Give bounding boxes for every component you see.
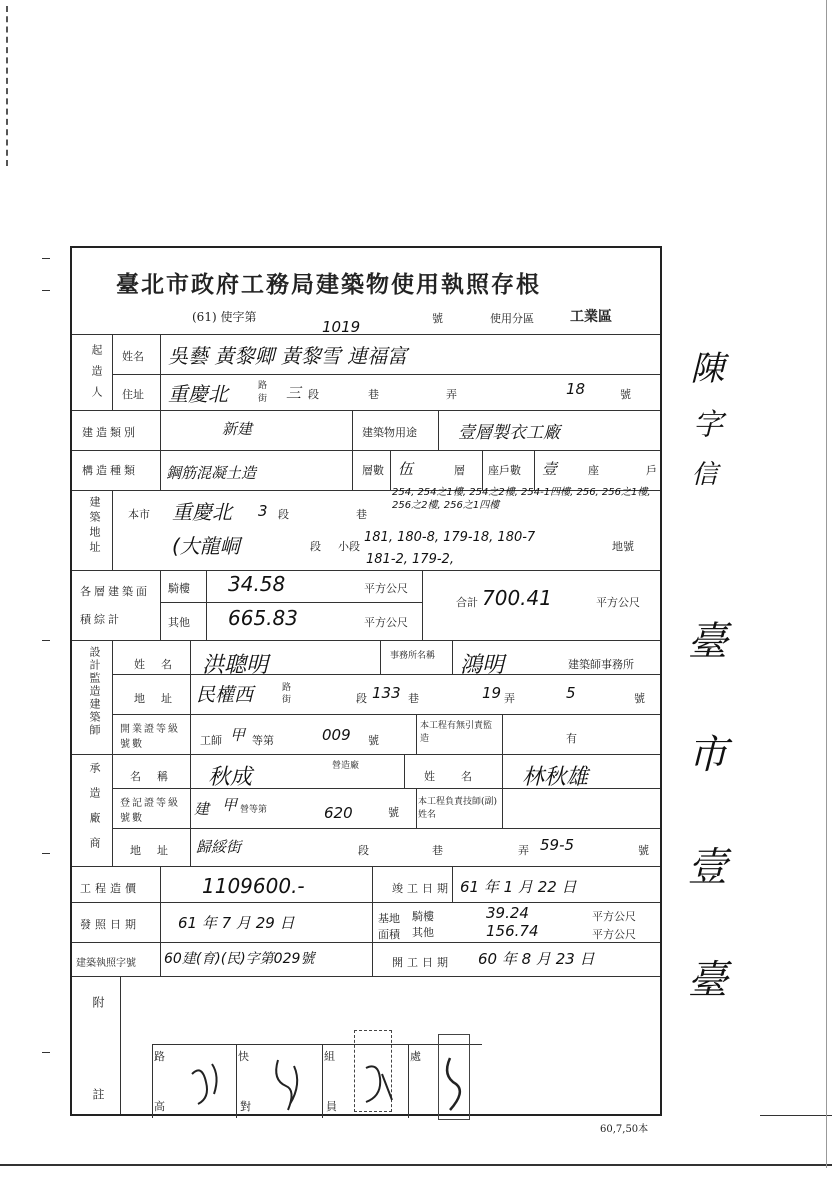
side-text: 臺 市 壹 臺 bbox=[681, 620, 727, 1029]
duan2-label: 段 bbox=[310, 540, 321, 553]
jie-label: 街 bbox=[258, 394, 268, 404]
reg-hao: 號 bbox=[388, 806, 399, 819]
license-mid: 等第 bbox=[252, 734, 274, 747]
area-label: 各層建築面積綜計 bbox=[80, 585, 150, 626]
license-grade: 甲 bbox=[230, 726, 246, 744]
xiang-label: 巷 bbox=[432, 844, 443, 857]
lu-label: 路 bbox=[282, 683, 292, 693]
total-label: 合計 bbox=[456, 596, 478, 609]
unit-label: 平方公尺 bbox=[596, 596, 640, 609]
contractor-person: 林秋雄 bbox=[522, 765, 589, 790]
zuo-label: 座 bbox=[588, 464, 599, 477]
area-other: 665.83 bbox=[228, 606, 298, 630]
site-lots-2: 181-2, 179-2, bbox=[366, 552, 454, 567]
builder-address: 重慶北 bbox=[168, 382, 228, 406]
approval-stamp: 處 bbox=[410, 1050, 421, 1063]
reg-number: 620 bbox=[324, 804, 353, 822]
supervise-label: 本工程有無引責監造 bbox=[420, 721, 493, 744]
row-divider bbox=[112, 374, 660, 375]
license-hao: 號 bbox=[368, 734, 379, 747]
done-value: 61 年 1 月 22 日 bbox=[460, 878, 577, 896]
col-divider bbox=[112, 640, 113, 754]
row-divider bbox=[112, 674, 660, 675]
office-suffix: 建築師事務所 bbox=[568, 658, 634, 671]
zone-value: 工業區 bbox=[570, 309, 612, 325]
col-divider bbox=[422, 570, 423, 640]
issue-label: 發照日期 bbox=[80, 918, 140, 931]
xiang-label: 巷 bbox=[408, 692, 419, 705]
row-divider bbox=[112, 714, 660, 715]
license-label: 開業證等級號數 bbox=[120, 724, 180, 750]
start-label: 開工日期 bbox=[392, 956, 452, 969]
buildings-label: 座戶數 bbox=[488, 464, 521, 477]
approval-road: 路 bbox=[154, 1050, 165, 1063]
permit-prefix: (61) 使字第 bbox=[192, 310, 257, 324]
hu-label: 戶 bbox=[646, 464, 657, 477]
base-other-label: 其他 bbox=[412, 926, 434, 939]
issue-value: 61 年 7 月 29 日 bbox=[178, 914, 295, 932]
col-divider bbox=[190, 754, 191, 866]
duan-label: 段 bbox=[356, 692, 367, 705]
duan-label: 段 bbox=[308, 388, 319, 401]
usage-value: 壹層製衣工廠 bbox=[458, 423, 560, 443]
margin-mark bbox=[42, 1052, 50, 1053]
contractor-name: 秋成 bbox=[208, 765, 253, 790]
structure-value: 鋼筋混凝土造 bbox=[166, 464, 257, 482]
lu-label: 路 bbox=[258, 381, 268, 391]
margin-mark bbox=[6, 6, 8, 166]
col-divider bbox=[452, 640, 453, 674]
col-divider bbox=[152, 1044, 153, 1118]
col-divider bbox=[502, 788, 503, 828]
col-divider bbox=[482, 450, 483, 490]
reg-label: 登記證等級號數 bbox=[120, 798, 180, 824]
ceng-label: 層 bbox=[454, 464, 465, 477]
site-duan: 3 bbox=[258, 502, 268, 520]
buildings-value: 壹 bbox=[542, 460, 558, 478]
name-label: 姓名 bbox=[122, 350, 144, 363]
side-text: 信 bbox=[687, 460, 717, 492]
col-divider bbox=[112, 334, 113, 410]
side-text: 字 bbox=[687, 408, 722, 444]
page-edge bbox=[0, 1164, 832, 1166]
margin-mark bbox=[42, 258, 50, 259]
city-label: 本市 bbox=[128, 508, 150, 521]
arcade-label: 騎樓 bbox=[168, 582, 190, 595]
col-divider bbox=[502, 714, 503, 754]
permit-value: 60建(育)(民)字第029號 bbox=[164, 951, 315, 967]
row-divider bbox=[72, 754, 660, 755]
col-divider bbox=[206, 570, 207, 640]
structure-label: 構造種類 bbox=[82, 464, 138, 477]
site-label: 建築地址 bbox=[88, 496, 101, 556]
print-code: 60,7,50本 bbox=[600, 1124, 649, 1135]
builder-label: 起造人 bbox=[90, 344, 103, 407]
row-divider bbox=[160, 602, 422, 603]
reg-grade: 甲 bbox=[222, 796, 238, 814]
unit-label: 平方公尺 bbox=[364, 616, 408, 629]
notes-label: 附註 bbox=[91, 996, 105, 1180]
permit-label: 建築執照字號 bbox=[76, 958, 136, 969]
area-arcade: 34.58 bbox=[228, 572, 286, 596]
hao-label: 號 bbox=[634, 692, 645, 705]
margin-mark bbox=[42, 853, 50, 854]
xiang-label: 巷 bbox=[356, 508, 367, 521]
col-divider bbox=[452, 866, 453, 902]
col-divider bbox=[438, 410, 439, 450]
margin-mark bbox=[42, 640, 50, 641]
col-divider bbox=[112, 490, 113, 570]
site-numbers: 254, 254之1樓, 254之2樓, 254-1四樓, 256, 256之1樓, 256之2樓, 256之1四樓 bbox=[392, 487, 651, 511]
other-label: 其他 bbox=[168, 616, 190, 629]
name-label: 名稱 bbox=[130, 770, 184, 783]
addr-label: 地址 bbox=[130, 844, 184, 857]
row-divider bbox=[72, 640, 660, 641]
row-divider bbox=[72, 976, 660, 977]
cost-label: 工程造價 bbox=[80, 882, 140, 895]
name-label: 姓名 bbox=[134, 658, 188, 671]
unit-label: 平方公尺 bbox=[592, 910, 636, 923]
margin-mark bbox=[760, 1115, 832, 1116]
col-divider bbox=[112, 754, 113, 866]
nong-label: 弄 bbox=[446, 388, 457, 401]
row-divider bbox=[152, 1044, 482, 1045]
company-label: 營造廠 bbox=[332, 761, 360, 771]
designer-label: 設計監造建築師 bbox=[88, 646, 101, 737]
designer-xiang: 19 bbox=[482, 684, 502, 702]
zone-label: 使用分區 bbox=[490, 312, 534, 325]
builder-duan: 三 bbox=[286, 384, 302, 402]
contractor-label: 承造廠商 bbox=[88, 762, 101, 862]
row-divider bbox=[72, 450, 660, 451]
addr-label: 住址 bbox=[122, 388, 144, 401]
row-divider bbox=[112, 788, 660, 789]
col-divider bbox=[120, 976, 121, 1114]
designer-duan: 133 bbox=[372, 684, 401, 702]
area-total: 700.41 bbox=[482, 586, 552, 610]
office-value: 鴻明 bbox=[460, 653, 505, 678]
col-divider bbox=[416, 714, 417, 754]
person-label: 姓名 bbox=[424, 770, 498, 783]
designer-number: 5 bbox=[566, 684, 576, 702]
col-divider bbox=[372, 866, 373, 976]
lot-suffix: 地號 bbox=[612, 540, 634, 553]
approval-group: 組 bbox=[324, 1050, 335, 1063]
col-divider bbox=[160, 570, 161, 640]
jie-label: 街 bbox=[282, 695, 292, 705]
license-prefix: 工師 bbox=[200, 734, 222, 747]
approval-member: 員 bbox=[326, 1100, 337, 1113]
col-divider bbox=[190, 640, 191, 754]
duan-label: 段 bbox=[358, 844, 369, 857]
col-divider bbox=[404, 754, 405, 788]
row-divider bbox=[112, 828, 660, 829]
nong-label: 弄 bbox=[518, 844, 529, 857]
license-number: 009 bbox=[322, 726, 351, 744]
unit-label: 平方公尺 bbox=[592, 928, 636, 941]
contractor-number: 59-5 bbox=[540, 836, 575, 854]
signature-marks bbox=[182, 1054, 482, 1114]
col-divider bbox=[390, 450, 391, 490]
col-divider bbox=[160, 334, 161, 410]
base-other: 156.74 bbox=[486, 922, 539, 940]
base-arcade-label: 騎樓 bbox=[412, 910, 434, 923]
col-divider bbox=[380, 640, 381, 674]
floors-value: 伍 bbox=[398, 460, 414, 478]
form-title: 臺北市政府工務局建築物使用執照存根 bbox=[116, 271, 541, 298]
approval-fast: 快 bbox=[238, 1050, 249, 1063]
approval-high: 高 bbox=[154, 1100, 165, 1113]
col-divider bbox=[416, 788, 417, 828]
col-divider bbox=[160, 866, 161, 976]
cost-value: 1109600.- bbox=[202, 874, 305, 898]
approval-right: 對 bbox=[240, 1100, 251, 1113]
supervise-value: 有 bbox=[566, 732, 577, 745]
site-section: (大龍峒 bbox=[172, 534, 240, 558]
hao-label: 號 bbox=[620, 388, 631, 401]
usage-label: 建築物用途 bbox=[362, 426, 417, 439]
office-label: 事務所名稱 bbox=[390, 651, 436, 661]
lot-prefix: 小段 bbox=[338, 540, 360, 553]
row-divider bbox=[72, 942, 660, 943]
unit-label: 平方公尺 bbox=[364, 582, 408, 595]
margin-mark bbox=[42, 290, 50, 291]
side-text: 陳 bbox=[684, 350, 724, 390]
hao-label: 號 bbox=[638, 844, 649, 857]
permit-number: 1019 bbox=[322, 318, 361, 336]
construction-type-label: 建造類別 bbox=[82, 426, 138, 439]
base-arcade: 39.24 bbox=[486, 904, 529, 922]
addr-label: 地址 bbox=[134, 692, 188, 705]
row-divider bbox=[72, 902, 660, 903]
builder-name: 吳藝 黃黎卿 黃黎雪 連福富 bbox=[168, 344, 408, 368]
hao-label: 號 bbox=[432, 312, 443, 325]
xiang-label: 巷 bbox=[368, 388, 379, 401]
page-edge bbox=[826, 0, 827, 1168]
site-lots: 181, 180-8, 179-18, 180-7 bbox=[364, 530, 536, 545]
start-value: 60 年 8 月 23 日 bbox=[478, 950, 595, 968]
builder-number: 18 bbox=[566, 380, 586, 398]
reg-mid: 營等第 bbox=[240, 805, 268, 815]
done-label: 竣工日期 bbox=[392, 882, 452, 895]
tech-label: 本工程負責技師(副)姓名 bbox=[418, 797, 498, 820]
designer-name: 洪聰明 bbox=[202, 653, 269, 678]
base-area-label: 基地面積 bbox=[378, 912, 400, 941]
contractor-address: 歸綏街 bbox=[196, 838, 242, 856]
col-divider bbox=[534, 450, 535, 490]
duan-label: 段 bbox=[278, 508, 289, 521]
nong-label: 弄 bbox=[504, 692, 515, 705]
construction-type-value: 新建 bbox=[222, 420, 253, 438]
floors-label: 層數 bbox=[362, 464, 384, 477]
col-divider bbox=[502, 754, 503, 788]
reg-prefix: 建 bbox=[194, 800, 210, 818]
site-road: 重慶北 bbox=[172, 500, 232, 524]
designer-address: 民權西 bbox=[196, 684, 254, 706]
